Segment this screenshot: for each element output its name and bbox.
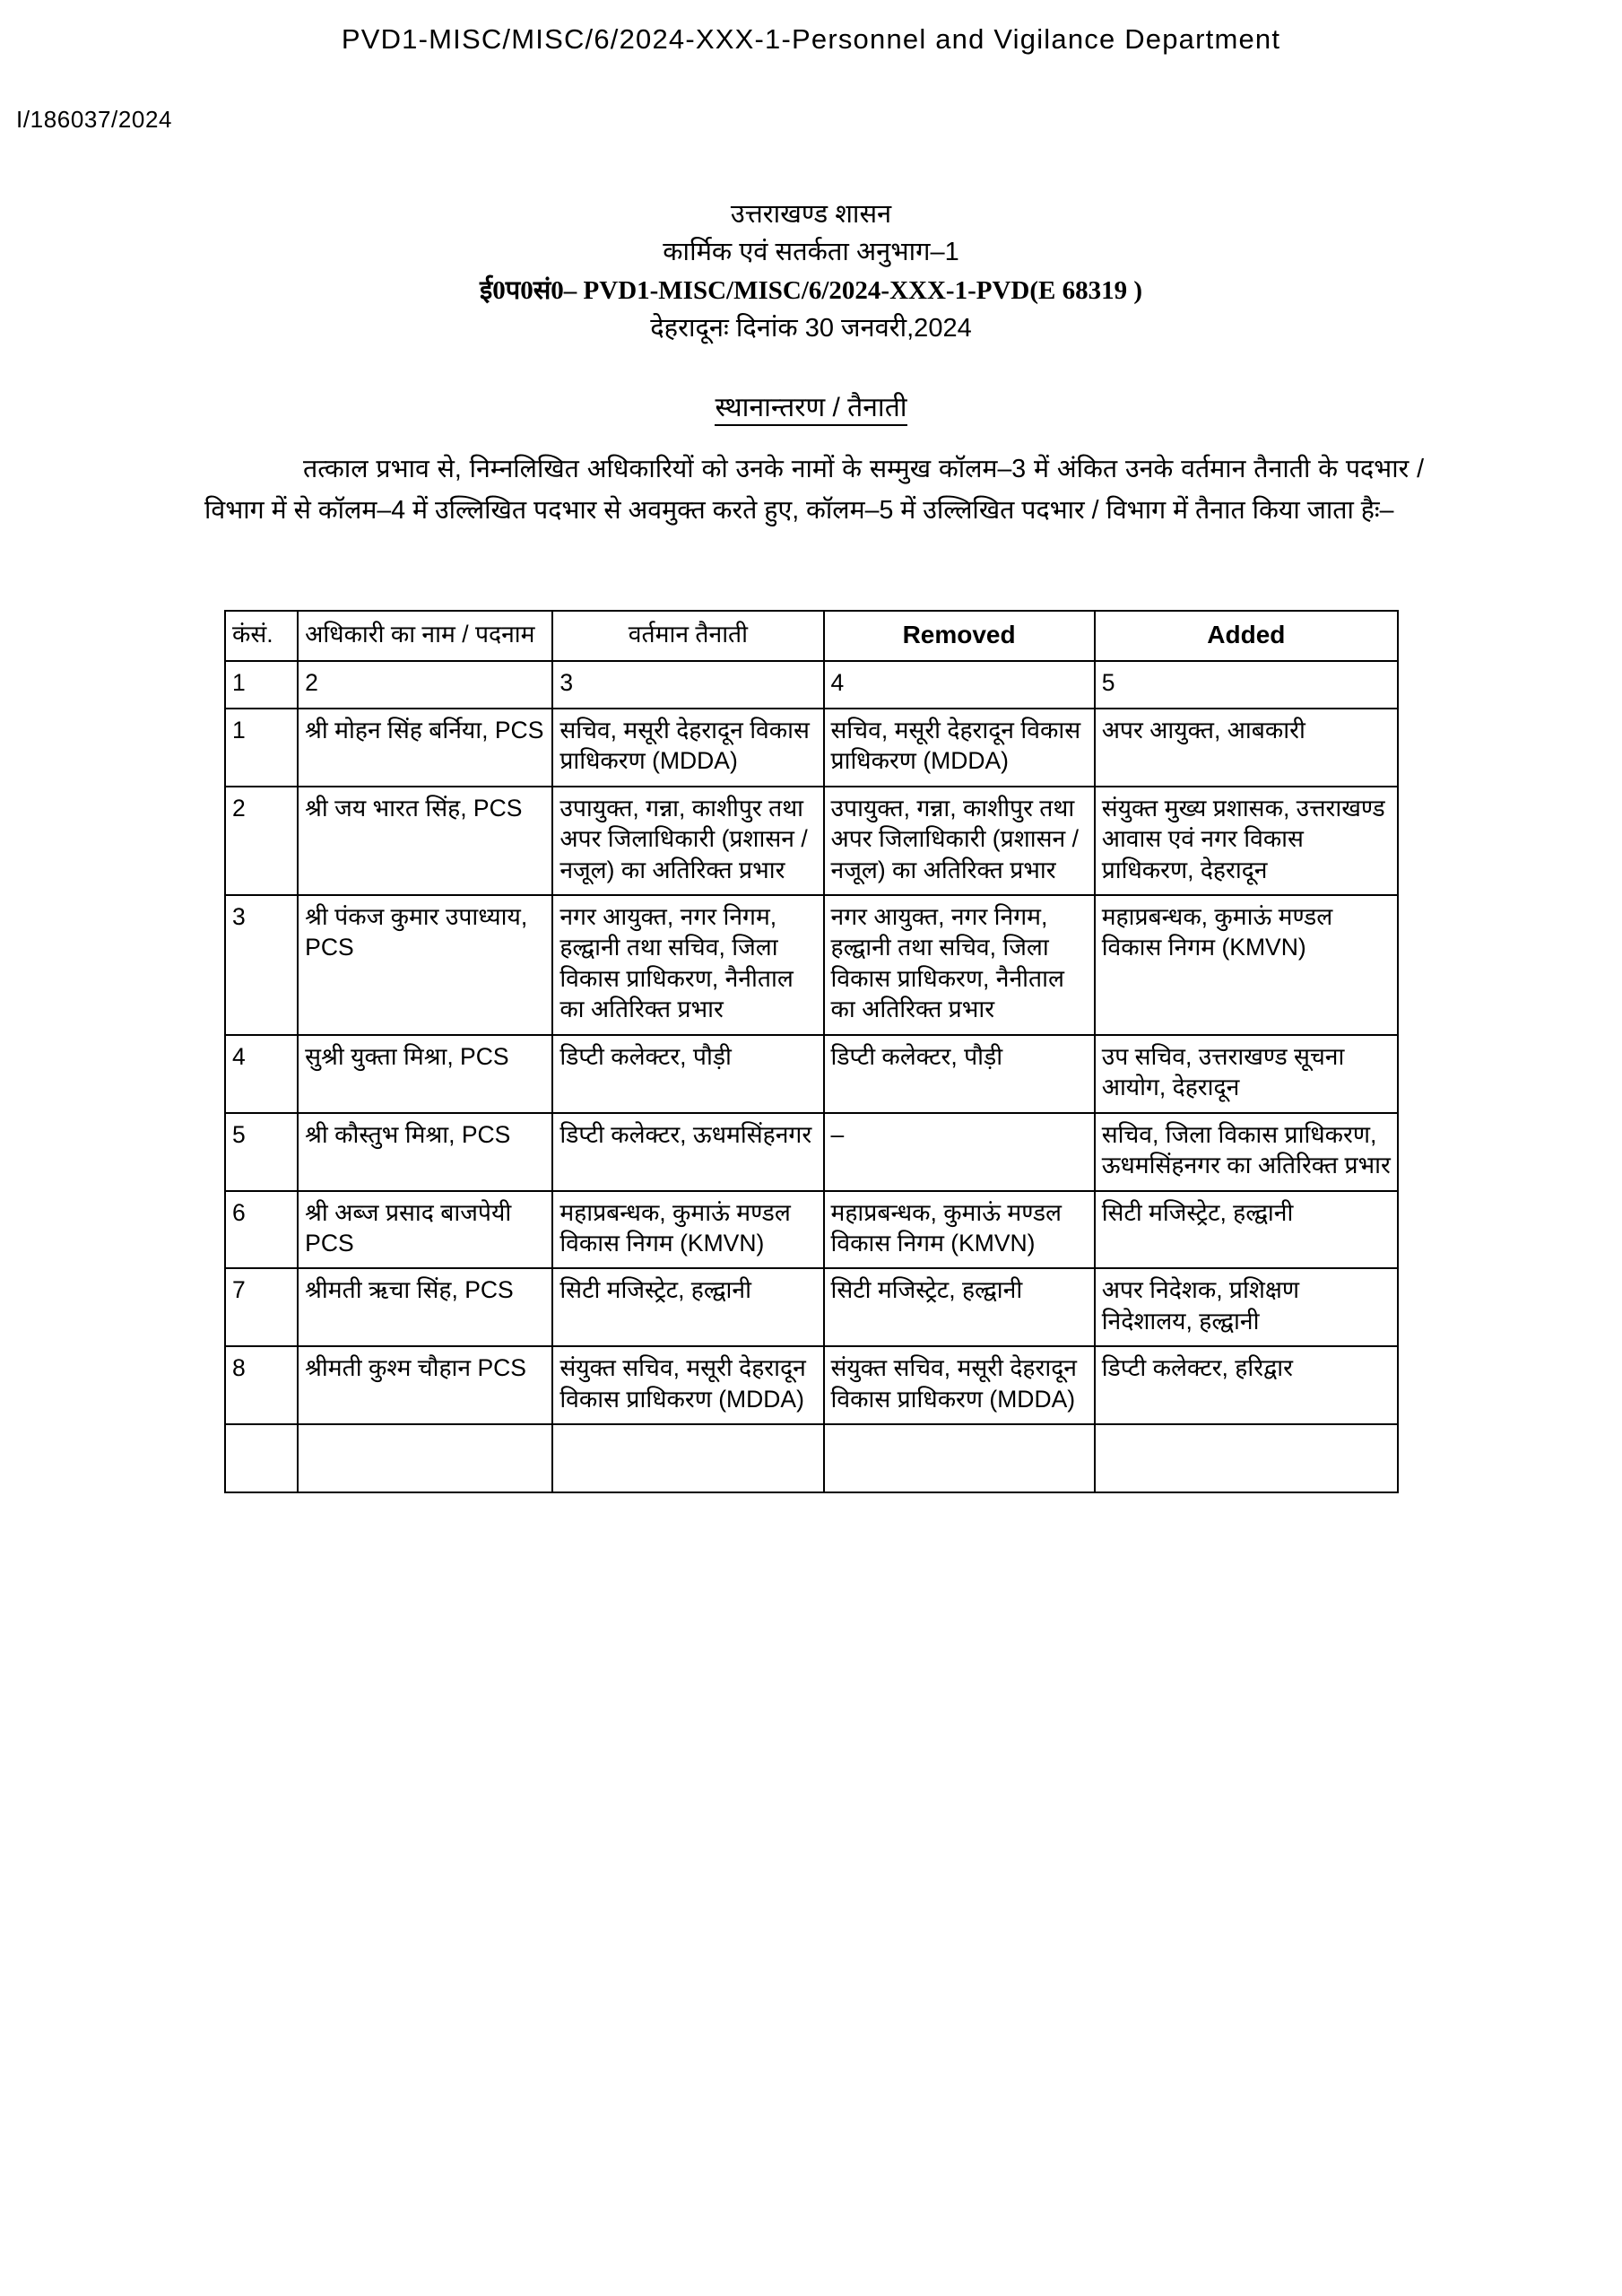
government-name: उत्तराखण्ड शासन — [730, 200, 892, 229]
row-serial: 3 — [225, 895, 298, 1035]
department-section: कार्मिक एवं सतर्कता अनुभाग–1 — [663, 238, 959, 267]
row-removed-charge: – — [824, 1113, 1095, 1191]
diary-number: I/186037/2024 — [16, 106, 173, 133]
row-removed-charge: उपायुक्त, गन्ना, काशीपुर तथा अपर जिलाधिकारी (प्रशासन / नजूल) का अतिरिक्त प्रभार — [824, 787, 1095, 895]
row-officer-name: श्री जय भारत सिंह, PCS — [298, 787, 552, 895]
row-officer-name: श्रीमती ऋचा सिंह, PCS — [298, 1268, 552, 1346]
row-current-posting: नगर आयुक्त, नगर निगम, हल्द्वानी तथा सचिव, जिला विकास प्राधिकरण, नैनीताल का अतिरिक्त प्रभार — [552, 895, 823, 1035]
table-row — [225, 1035, 1398, 1113]
table-row — [225, 895, 1398, 1035]
row-serial: 4 — [225, 1035, 298, 1113]
transfer-posting-table — [224, 610, 1399, 1493]
order-number: ई0प0सं0– PVD1-MISC/MISC/6/2024-XXX-1-PVD(E 68319 ) — [479, 275, 1142, 305]
row-current-posting: डिप्टी कलेक्टर, ऊधमसिंहनगर — [552, 1113, 823, 1191]
table-row — [225, 1346, 1398, 1424]
row-removed-charge: नगर आयुक्त, नगर निगम, हल्द्वानी तथा सचिव, जिला विकास प्राधिकरण, नैनीताल का अतिरिक्त प्रभार — [824, 895, 1095, 1035]
column-number-1: 1 — [225, 661, 298, 708]
empty-cell — [225, 1424, 298, 1492]
row-serial: 5 — [225, 1113, 298, 1191]
body-paragraph — [204, 448, 1424, 531]
row-officer-name: श्री कौस्तुभ मिश्रा, PCS — [298, 1113, 552, 1191]
column-header-officer: अधिकारी का नाम / पदनाम — [298, 611, 552, 661]
row-serial: 2 — [225, 787, 298, 895]
row-added-charge: सिटी मजिस्ट्रेट, हल्द्वानी — [1095, 1191, 1398, 1269]
table-row — [225, 709, 1398, 787]
table-header-row — [225, 611, 1398, 661]
row-current-posting: संयुक्त सचिव, मसूरी देहरादून विकास प्राधिकरण (MDDA) — [552, 1346, 823, 1424]
page-header-reference: PVD1-MISC/MISC/6/2024-XXX-1-Personnel and Vigilance Department — [341, 23, 1281, 55]
row-added-charge: अपर निदेशक, प्रशिक्षण निदेशालय, हल्द्वानी — [1095, 1268, 1398, 1346]
row-removed-charge: महाप्रबन्धक, कुमाऊं मण्डल विकास निगम (KMVN) — [824, 1191, 1095, 1269]
empty-cell — [824, 1424, 1095, 1492]
column-header-serial: कंसं. — [225, 611, 298, 661]
row-officer-name: सुश्री युक्ता मिश्रा, PCS — [298, 1035, 552, 1113]
row-officer-name: श्रीमती कुश्म चौहान PCS — [298, 1346, 552, 1424]
row-serial: 8 — [225, 1346, 298, 1424]
row-added-charge: सचिव, जिला विकास प्राधिकरण, ऊधमसिंहनगर का अतिरिक्त प्रभार — [1095, 1113, 1398, 1191]
row-current-posting: उपायुक्त, गन्ना, काशीपुर तथा अपर जिलाधिकारी (प्रशासन / नजूल) का अतिरिक्त प्रभार — [552, 787, 823, 895]
row-officer-name: श्री पंकज कुमार उपाध्याय, PCS — [298, 895, 552, 1035]
table-row — [225, 1268, 1398, 1346]
table-row — [225, 1113, 1398, 1191]
column-number-5: 5 — [1095, 661, 1398, 708]
row-current-posting: सचिव, मसूरी देहरादून विकास प्राधिकरण (MDDA) — [552, 709, 823, 787]
table-row — [225, 1191, 1398, 1269]
row-serial: 1 — [225, 709, 298, 787]
column-number-4: 4 — [824, 661, 1095, 708]
table-row — [225, 787, 1398, 895]
table-trailing-empty-row — [225, 1424, 1398, 1492]
column-number-2: 2 — [298, 661, 552, 708]
row-added-charge: डिप्टी कलेक्टर, हरिद्वार — [1095, 1346, 1398, 1424]
table-column-number-row — [225, 661, 1398, 708]
empty-cell — [552, 1424, 823, 1492]
subject-line — [0, 387, 1622, 424]
row-officer-name: श्री मोहन सिंह बर्निया, PCS — [298, 709, 552, 787]
row-added-charge: संयुक्त मुख्य प्रशासक, उत्तराखण्ड आवास एवं नगर विकास प्राधिकरण, देहरादून — [1095, 787, 1398, 895]
column-header-removed: Removed — [824, 611, 1095, 661]
row-removed-charge: डिप्टी कलेक्टर, पौड़ी — [824, 1035, 1095, 1113]
row-removed-charge: संयुक्त सचिव, मसूरी देहरादून विकास प्राधिकरण (MDDA) — [824, 1346, 1095, 1424]
place-and-date: देहरादूनः दिनांक 30 जनवरी,2024 — [650, 313, 972, 343]
letterhead — [0, 196, 1622, 347]
empty-cell — [1095, 1424, 1398, 1492]
row-current-posting: डिप्टी कलेक्टर, पौड़ी — [552, 1035, 823, 1113]
body-text: तत्काल प्रभाव से, निम्नलिखित अधिकारियों को उनके नामों के सम्मुख कॉलम–3 में अंकित उनके वर्तमान तैनाती के पदभार / विभाग में से कॉलम–4 में उल्लिखित पदभार से अवमुक्त करते हुए, कॉलम–5 में उल्लिखित पदभार / विभाग में तैनात किया जाता हैः– — [204, 455, 1424, 526]
row-added-charge: महाप्रबन्धक, कुमाऊं मण्डल विकास निगम (KMVN) — [1095, 895, 1398, 1035]
empty-cell — [298, 1424, 552, 1492]
subject-text: स्थानान्तरण / तैनाती — [715, 393, 906, 426]
row-serial: 7 — [225, 1268, 298, 1346]
column-header-added: Added — [1095, 611, 1398, 661]
row-current-posting: सिटी मजिस्ट्रेट, हल्द्वानी — [552, 1268, 823, 1346]
column-header-current-posting: वर्तमान तैनाती — [552, 611, 823, 661]
row-added-charge: अपर आयुक्त, आबकारी — [1095, 709, 1398, 787]
row-officer-name: श्री अब्ज प्रसाद बाजपेयी PCS — [298, 1191, 552, 1269]
row-added-charge: उप सचिव, उत्तराखण्ड सूचना आयोग, देहरादून — [1095, 1035, 1398, 1113]
row-serial: 6 — [225, 1191, 298, 1269]
column-number-3: 3 — [552, 661, 823, 708]
row-current-posting: महाप्रबन्धक, कुमाऊं मण्डल विकास निगम (KMVN) — [552, 1191, 823, 1269]
row-removed-charge: सचिव, मसूरी देहरादून विकास प्राधिकरण (MDDA) — [824, 709, 1095, 787]
row-removed-charge: सिटी मजिस्ट्रेट, हल्द्वानी — [824, 1268, 1095, 1346]
